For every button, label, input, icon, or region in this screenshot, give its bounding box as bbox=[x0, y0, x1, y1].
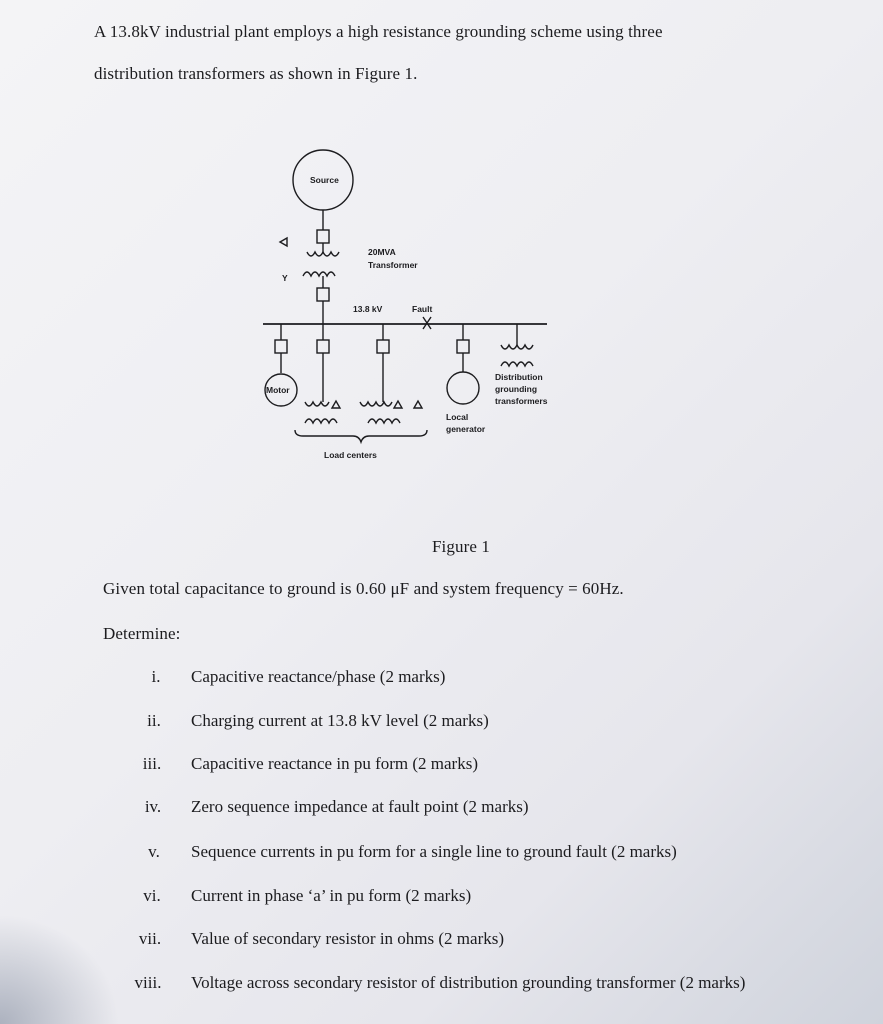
transformer-name-label: Transformer bbox=[368, 260, 418, 270]
load-center-2-delta bbox=[394, 401, 402, 408]
item-number: vi. bbox=[143, 886, 161, 905]
intro-line-1: A 13.8kV industrial plant employs a high resistance grounding scheme using three bbox=[94, 22, 663, 41]
grounding-transformer-primary bbox=[501, 345, 533, 349]
load-center-1-delta bbox=[332, 401, 340, 408]
item-number: iii. bbox=[142, 754, 162, 773]
grounding-label: grounding bbox=[495, 384, 538, 394]
intro-line-2: distribution transformers as shown in Figure 1. bbox=[94, 64, 418, 83]
source-label: Source bbox=[310, 175, 339, 185]
item-number: vii. bbox=[138, 929, 162, 948]
load-center-1-breaker bbox=[317, 340, 329, 353]
bus-voltage-label: 13.8 kV bbox=[353, 304, 383, 314]
motor-breaker bbox=[275, 340, 287, 353]
item-text: Current in phase ‘a’ in pu form (2 marks) bbox=[191, 886, 472, 905]
item-text: Zero sequence impedance at fault point (2 marks) bbox=[191, 797, 529, 816]
load-center-2-primary bbox=[360, 402, 392, 406]
fault-label: Fault bbox=[412, 304, 433, 314]
load-centers-label: Load centers bbox=[324, 450, 377, 460]
given-statement: Given total capacitance to ground is 0.60 μF and system frequency = 60Hz. bbox=[103, 579, 624, 598]
generator-label: generator bbox=[446, 424, 486, 434]
figure-caption: Figure 1 bbox=[432, 537, 490, 556]
grounding-transformer-secondary bbox=[501, 362, 533, 366]
generator-circle bbox=[447, 372, 479, 404]
transformer-breaker bbox=[317, 288, 329, 301]
motor-label: Motor bbox=[266, 385, 290, 395]
load-center-2-breaker bbox=[377, 340, 389, 353]
generator-breaker bbox=[457, 340, 469, 353]
item-number: viii. bbox=[134, 973, 162, 992]
item-text: Voltage across secondary resistor of distribution grounding transformer (2 marks) bbox=[191, 973, 746, 992]
transformer-secondary-winding bbox=[303, 272, 335, 276]
transformers-label: transformers bbox=[495, 396, 548, 406]
item-text: Charging current at 13.8 kV level (2 marks) bbox=[191, 711, 489, 730]
transformer-rating-label: 20MVA bbox=[368, 247, 396, 257]
wye-symbol: Y bbox=[282, 273, 288, 283]
page-shadow bbox=[0, 914, 120, 1024]
load-center-2-secondary bbox=[368, 419, 400, 423]
item-text: Value of secondary resistor in ohms (2 marks) bbox=[191, 929, 505, 948]
item-number: v. bbox=[148, 842, 160, 861]
transformer-primary-winding bbox=[307, 252, 339, 256]
local-label: Local bbox=[446, 412, 469, 422]
item-text: Capacitive reactance/phase (2 marks) bbox=[191, 667, 446, 686]
determine-heading: Determine: bbox=[103, 624, 181, 643]
transformer-delta-marker bbox=[280, 238, 287, 246]
item-text: Sequence currents in pu form for a single line to ground fault (2 marks) bbox=[191, 842, 677, 861]
load-center-1-primary bbox=[305, 402, 329, 406]
distribution-label: Distribution bbox=[495, 372, 543, 382]
source-breaker bbox=[317, 230, 329, 243]
item-number: i. bbox=[151, 667, 161, 686]
load-centers-brace bbox=[295, 430, 427, 442]
item-number: iv. bbox=[144, 797, 162, 816]
load-center-1-secondary bbox=[305, 419, 337, 423]
item-text: Capacitive reactance in pu form (2 marks) bbox=[191, 754, 478, 773]
diagram-svg bbox=[250, 140, 560, 470]
item-number: ii. bbox=[147, 711, 161, 730]
single-line-diagram bbox=[250, 140, 560, 470]
